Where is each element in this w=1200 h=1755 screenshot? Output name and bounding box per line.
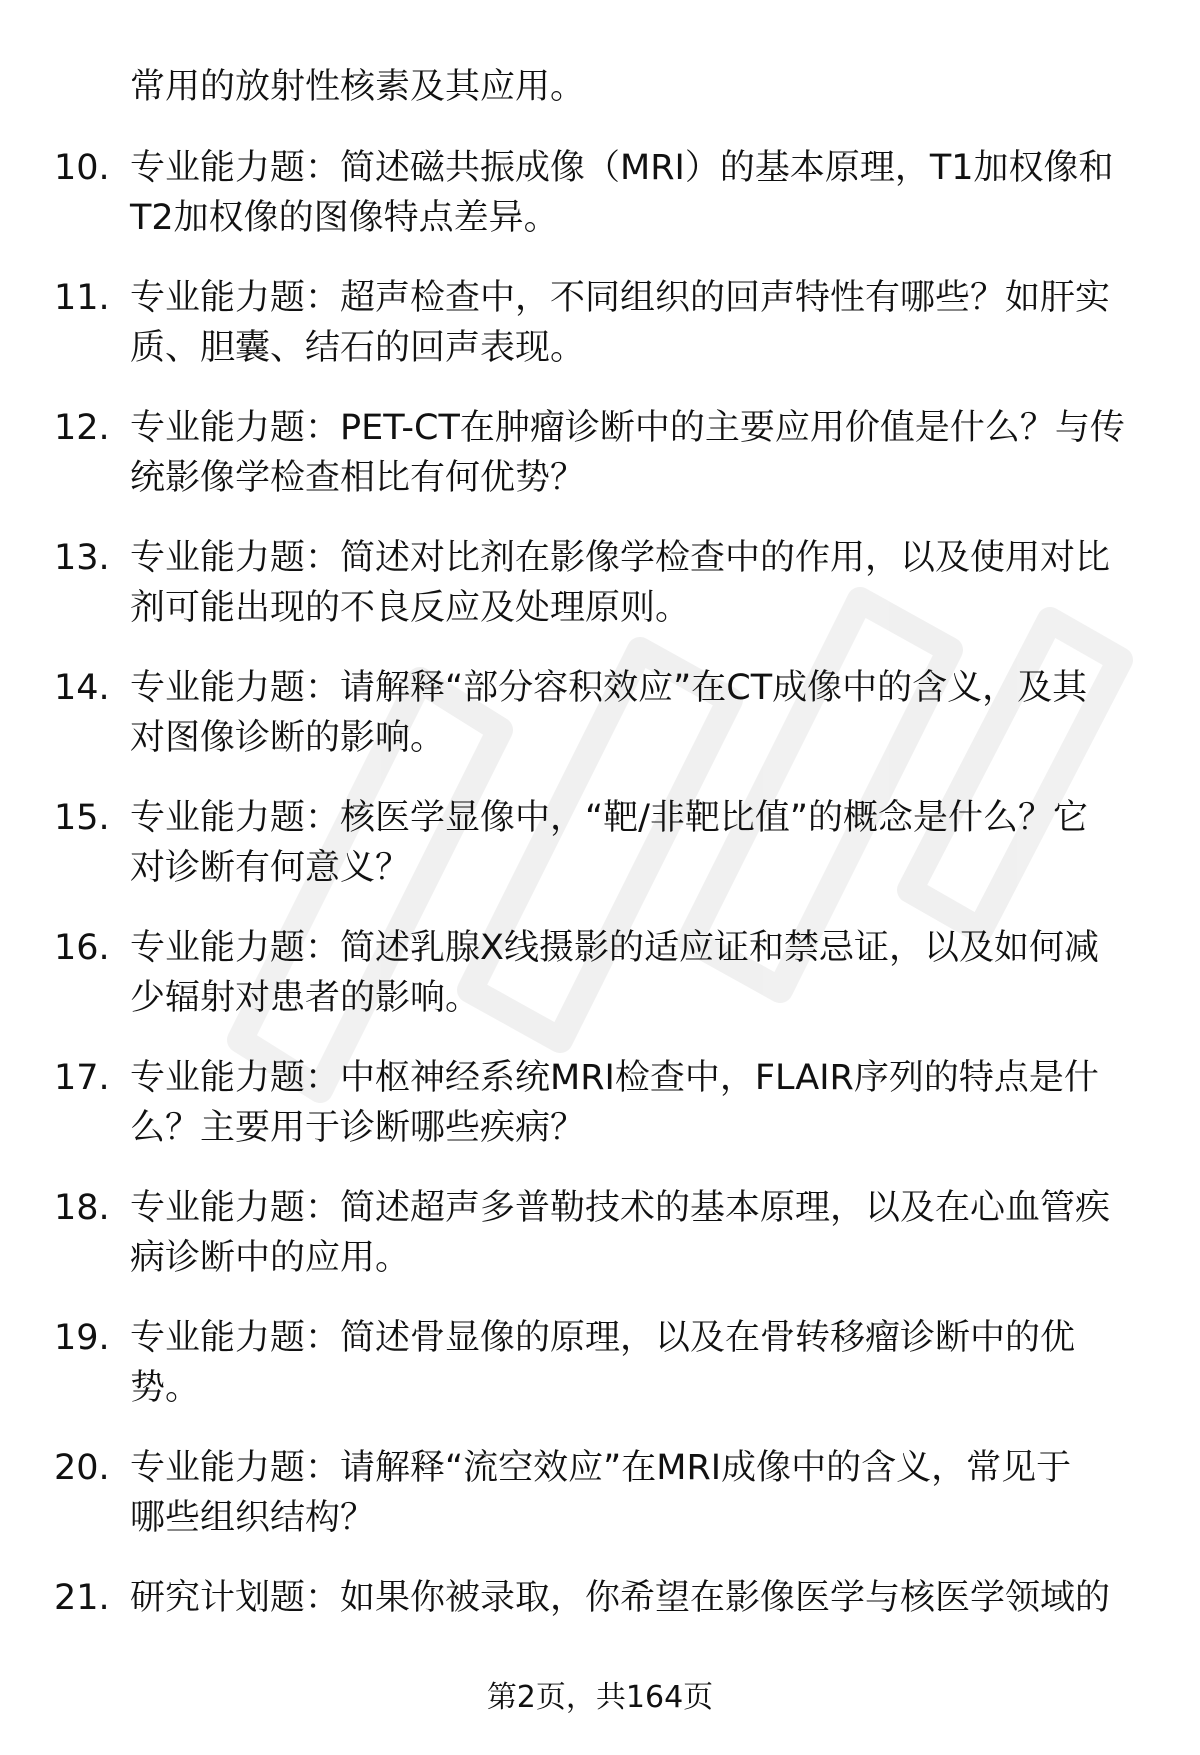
question-text-line: 少辐射对患者的影响。 (130, 978, 481, 1018)
question-text-line: 专业能力题：简述超声多普勒技术的基本原理，以及在心血管疾 (130, 1188, 1111, 1228)
question-text-line: 专业能力题：超声检查中，不同组织的回声特性有哪些？如肝实 (130, 278, 1111, 318)
question-number: 10. (54, 148, 110, 188)
question-text-line: 专业能力题：PET-CT在肿瘤诊断中的主要应用价值是什么？与传 (130, 408, 1125, 448)
page-footer: 第2页，共164页 (486, 1680, 714, 1715)
question-number: 15. (54, 798, 110, 838)
question-text-line: 对图像诊断的影响。 (130, 718, 446, 758)
question-text-line: 专业能力题：简述对比剂在影像学检查中的作用，以及使用对比 (130, 538, 1111, 578)
question-list (0, 143, 1200, 1703)
question-text-line: 质、胆囊、结石的回声表现。 (130, 328, 586, 368)
question-number: 18. (54, 1188, 110, 1228)
question-text-line: 研究计划题：如果你被录取，你希望在影像医学与核医学领域的 (130, 1578, 1111, 1618)
question-number: 16. (54, 928, 110, 968)
question-item (0, 403, 1200, 533)
question-item (0, 1053, 1200, 1183)
question-number: 21. (54, 1578, 110, 1618)
question-item (0, 533, 1200, 663)
question-number: 17. (54, 1058, 110, 1098)
question-text-line: 专业能力题：核医学显像中，“靶/非靶比值”的概念是什么？它 (130, 798, 1089, 838)
question-item (0, 143, 1200, 273)
question-text-line: 专业能力题：简述骨显像的原理，以及在骨转移瘤诊断中的优 (130, 1318, 1076, 1358)
question-item (0, 1313, 1200, 1443)
question-number: 14. (54, 668, 110, 708)
question-item (0, 273, 1200, 403)
question-text-line: 病诊断中的应用。 (130, 1238, 411, 1278)
question-item (0, 923, 1200, 1053)
question-text-line: 专业能力题：中枢神经系统MRI检查中，FLAIR序列的特点是什 (130, 1058, 1099, 1098)
question-number: 11. (54, 278, 110, 318)
question-text-line: 么？主要用于诊断哪些疾病？ (130, 1108, 586, 1148)
question-number: 13. (54, 538, 110, 578)
question-text-line: 剂可能出现的不良反应及处理原则。 (130, 588, 691, 628)
question-text-line: 专业能力题：简述乳腺X线摄影的适应证和禁忌证，以及如何减 (130, 928, 1099, 968)
question-item (0, 793, 1200, 923)
question-text-line: 专业能力题：简述磁共振成像（MRI）的基本原理，T1加权像和 (130, 148, 1114, 188)
question-number: 19. (54, 1318, 110, 1358)
continuation-text: 常用的放射性核素及其应用。 (130, 67, 586, 107)
question-text-line: 势。 (130, 1368, 201, 1408)
question-number: 20. (54, 1448, 110, 1488)
question-text-line: 专业能力题：请解释“部分容积效应”在CT成像中的含义，及其 (130, 668, 1088, 708)
question-item (0, 1443, 1200, 1573)
question-text-line: 专业能力题：请解释“流空效应”在MRI成像中的含义，常见于 (130, 1448, 1072, 1488)
question-number: 12. (54, 408, 110, 448)
question-item (0, 663, 1200, 793)
question-text-line: 统影像学检查相比有何优势？ (130, 458, 586, 498)
question-text-line: 对诊断有何意义？ (130, 848, 411, 888)
question-item (0, 1183, 1200, 1313)
question-text-line: 哪些组织结构？ (130, 1498, 376, 1538)
question-text-line: T2加权像的图像特点差异。 (130, 198, 559, 238)
